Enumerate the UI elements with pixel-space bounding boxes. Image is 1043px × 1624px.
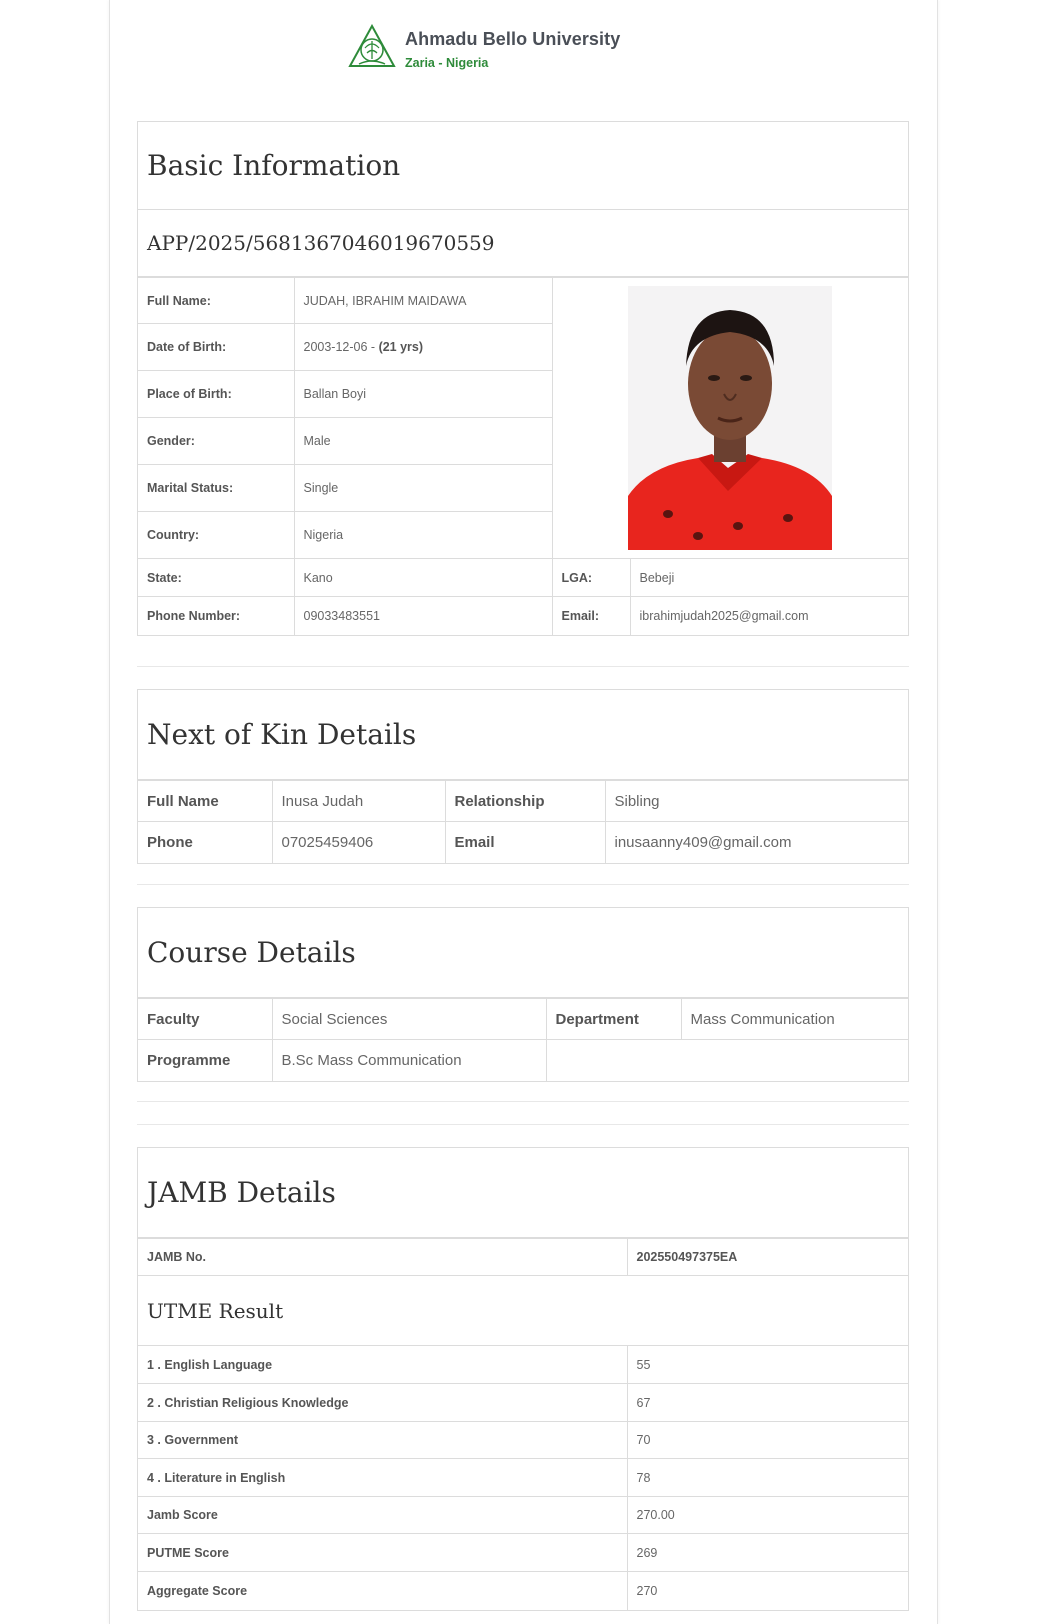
marital-status-label: Marital Status: <box>138 465 294 512</box>
putme-score-label: PUTME Score <box>138 1534 627 1572</box>
putme-score-value: 269 <box>627 1534 908 1572</box>
country-value: Nigeria <box>294 512 552 559</box>
programme-value: B.Sc Mass Communication <box>272 1040 546 1081</box>
applicant-photo <box>628 286 832 550</box>
dob-label: Date of Birth: <box>138 324 294 371</box>
table-row <box>138 822 908 863</box>
course-details-panel <box>137 907 909 1082</box>
table-row <box>138 1384 908 1422</box>
basic-information-panel <box>137 121 909 636</box>
marital-status-value: Single <box>294 465 552 512</box>
jamb-details-panel <box>137 1147 909 1611</box>
university-location: Zaria - Nigeria <box>405 56 489 70</box>
aggregate-score-label: Aggregate Score <box>138 1572 627 1610</box>
table-row <box>138 559 908 597</box>
jamb-number-table <box>138 1238 908 1610</box>
basic-information-title: Basic Information <box>147 149 401 182</box>
document-page <box>109 0 938 1624</box>
university-logo-icon <box>347 24 397 70</box>
table-row <box>138 1422 908 1459</box>
kin-relationship-value: Sibling <box>605 781 908 822</box>
university-header <box>347 24 620 74</box>
kin-phone-value: 07025459406 <box>272 822 445 863</box>
course-details-table <box>138 998 908 1081</box>
table-row <box>138 781 908 822</box>
divider <box>137 1101 909 1102</box>
table-row <box>138 1534 908 1572</box>
next-of-kin-title: Next of Kin Details <box>147 718 417 751</box>
kin-phone-label: Phone <box>138 822 272 863</box>
photo-cell <box>552 278 908 559</box>
jamb-number-value: 202550497375EA <box>627 1239 908 1276</box>
utme-result-title: UTME Result <box>138 1276 908 1346</box>
department-value: Mass Communication <box>681 999 908 1040</box>
table-row <box>138 1040 908 1081</box>
phone-label: Phone Number: <box>138 597 294 635</box>
subject-name: 3 . Government <box>138 1422 627 1459</box>
jamb-number-label: JAMB No. <box>138 1239 627 1276</box>
subject-name: 2 . Christian Religious Knowledge <box>138 1384 627 1422</box>
subject-name: 1 . English Language <box>138 1346 627 1384</box>
basic-info-table <box>138 277 908 635</box>
jamb-score-value: 270.00 <box>627 1497 908 1534</box>
faculty-label: Faculty <box>138 999 272 1040</box>
subject-score: 55 <box>627 1346 908 1384</box>
subject-name: 4 . Literature in English <box>138 1459 627 1497</box>
table-row <box>138 1572 908 1610</box>
lga-value: Bebeji <box>630 559 908 597</box>
place-of-birth-value: Ballan Boyi <box>294 371 552 418</box>
divider <box>137 1124 909 1125</box>
application-number: APP/2025/5681367046019670559 <box>147 231 495 255</box>
table-row <box>138 1346 908 1384</box>
country-label: Country: <box>138 512 294 559</box>
divider <box>137 666 909 667</box>
gender-label: Gender: <box>138 418 294 465</box>
state-value: Kano <box>294 559 552 597</box>
university-name: Ahmadu Bello University <box>405 29 621 49</box>
jamb-details-title: JAMB Details <box>147 1176 336 1209</box>
divider <box>137 884 909 885</box>
subject-score: 78 <box>627 1459 908 1497</box>
gender-value: Male <box>294 418 552 465</box>
email-value: ibrahimjudah2025@gmail.com <box>630 597 908 635</box>
table-row <box>138 278 908 324</box>
phone-value: 09033483551 <box>294 597 552 635</box>
kin-email-label: Email <box>445 822 605 863</box>
subject-score: 67 <box>627 1384 908 1422</box>
jamb-score-label: Jamb Score <box>138 1497 627 1534</box>
table-row <box>138 1276 908 1346</box>
table-row <box>138 999 908 1040</box>
state-label: State: <box>138 559 294 597</box>
kin-email-value: inusaanny409@gmail.com <box>605 822 908 863</box>
full-name-value: JUDAH, IBRAHIM MAIDAWA <box>294 278 552 324</box>
aggregate-score-value: 270 <box>627 1572 908 1610</box>
table-row <box>138 1497 908 1534</box>
table-row <box>138 597 908 635</box>
kin-relationship-label: Relationship <box>445 781 605 822</box>
faculty-value: Social Sciences <box>272 999 546 1040</box>
table-row <box>138 1239 908 1276</box>
full-name-label: Full Name: <box>138 278 294 324</box>
kin-name-value: Inusa Judah <box>272 781 445 822</box>
empty-cell <box>546 1040 908 1081</box>
next-of-kin-table <box>138 780 908 863</box>
course-details-title: Course Details <box>147 936 356 969</box>
lga-label: LGA: <box>552 559 630 597</box>
table-row <box>138 1459 908 1497</box>
next-of-kin-panel <box>137 689 909 864</box>
place-of-birth-label: Place of Birth: <box>138 371 294 418</box>
subject-score: 70 <box>627 1422 908 1459</box>
dob-value: 2003-12-06 - (21 yrs) <box>294 324 552 371</box>
kin-name-label: Full Name <box>138 781 272 822</box>
department-label: Department <box>546 999 681 1040</box>
email-label: Email: <box>552 597 630 635</box>
programme-label: Programme <box>138 1040 272 1081</box>
